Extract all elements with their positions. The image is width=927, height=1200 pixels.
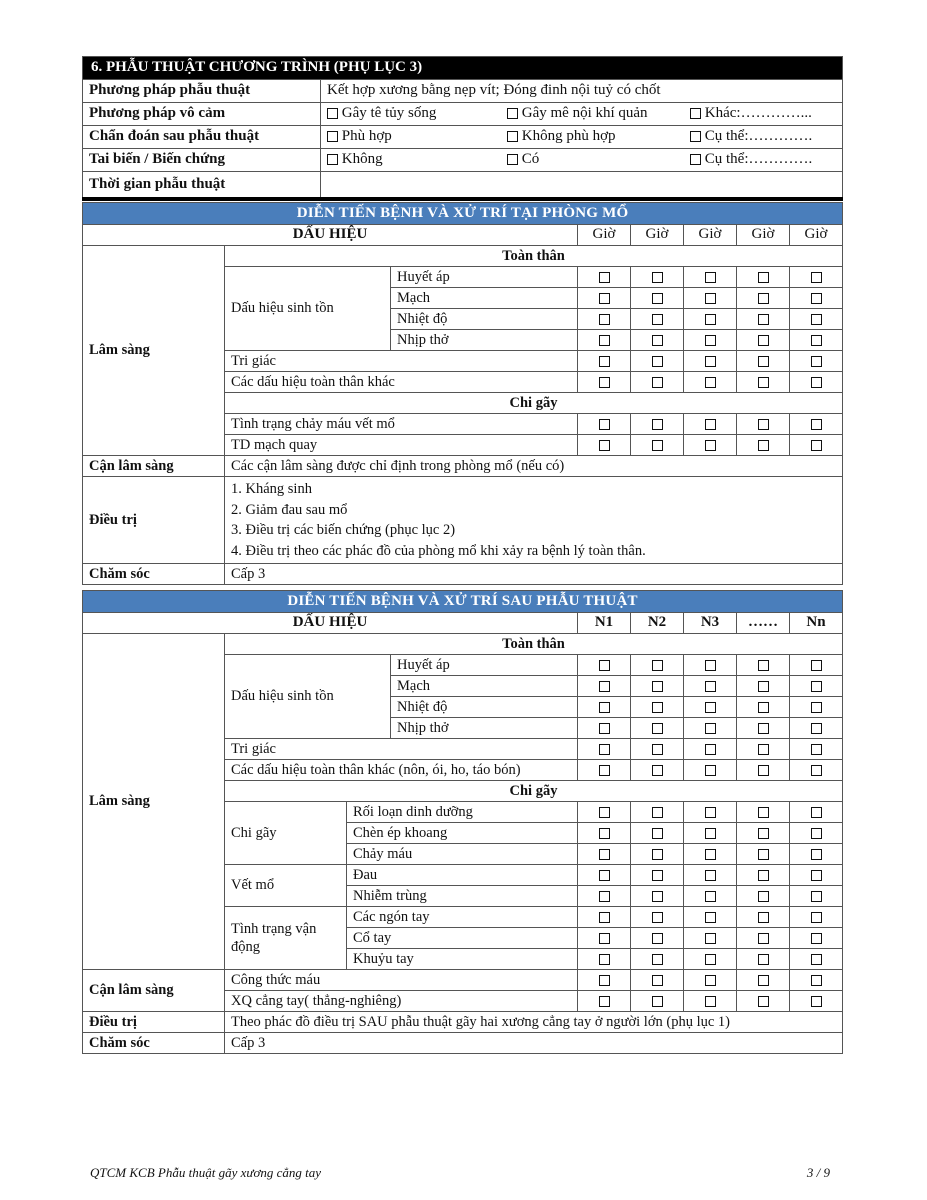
checkbox[interactable] bbox=[811, 744, 822, 755]
checkbox[interactable] bbox=[758, 765, 769, 776]
sign-label: Các dấu hiệu toàn thân khác bbox=[225, 372, 578, 393]
checkbox[interactable] bbox=[652, 933, 663, 944]
checkbox[interactable] bbox=[652, 681, 663, 692]
checkbox[interactable] bbox=[758, 996, 769, 1007]
checkbox[interactable] bbox=[327, 108, 338, 119]
checkbox[interactable] bbox=[758, 272, 769, 283]
sign-label: Tri giác bbox=[225, 351, 578, 372]
checkbox[interactable] bbox=[652, 723, 663, 734]
checkbox[interactable] bbox=[652, 765, 663, 776]
postop-section bbox=[82, 590, 843, 1054]
care-label: Chăm sóc bbox=[83, 1033, 225, 1054]
clinical-label: Lâm sàng bbox=[83, 246, 225, 456]
checkbox[interactable] bbox=[327, 154, 338, 165]
checkbox[interactable] bbox=[599, 828, 610, 839]
sign-label: Các ngón tay bbox=[347, 907, 578, 928]
sign-label: Huyết áp bbox=[391, 267, 578, 288]
checkbox[interactable] bbox=[599, 377, 610, 388]
checkbox[interactable] bbox=[811, 807, 822, 818]
checkbox[interactable] bbox=[758, 954, 769, 965]
checkbox[interactable] bbox=[758, 912, 769, 923]
checkbox[interactable] bbox=[811, 996, 822, 1007]
checkbox[interactable] bbox=[811, 293, 822, 304]
checkbox[interactable] bbox=[705, 293, 716, 304]
checkbox[interactable] bbox=[652, 440, 663, 451]
checkbox[interactable] bbox=[599, 293, 610, 304]
sign-label: Rối loạn dinh dưỡng bbox=[347, 802, 578, 823]
checkbox[interactable] bbox=[507, 154, 518, 165]
or-section bbox=[82, 202, 843, 585]
checkbox[interactable] bbox=[758, 702, 769, 713]
checkbox[interactable] bbox=[705, 377, 716, 388]
option-label: Phù hợp bbox=[341, 128, 392, 145]
option-label: Gây mê nội khí quản bbox=[521, 105, 648, 122]
checkbox[interactable] bbox=[599, 996, 610, 1007]
row-label: Thời gian phẫu thuật bbox=[83, 172, 321, 200]
checkbox[interactable] bbox=[652, 660, 663, 671]
checkbox[interactable] bbox=[599, 954, 610, 965]
sign-label: Huyết áp bbox=[391, 655, 578, 676]
checkbox[interactable] bbox=[705, 765, 716, 776]
time-col: Giờ bbox=[631, 225, 684, 246]
lab-label: Cận lâm sàng bbox=[83, 970, 225, 1012]
treatment-list bbox=[225, 477, 843, 564]
treatment-item: 4. Điều trị theo các phác đồ của phòng mổ khi xảy ra bệnh lý toàn thân. bbox=[231, 542, 646, 559]
lab-label: Cận lâm sàng bbox=[83, 456, 225, 477]
checkbox[interactable] bbox=[811, 377, 822, 388]
checkbox[interactable] bbox=[599, 440, 610, 451]
checkbox[interactable] bbox=[705, 975, 716, 986]
sign-label: Tình trạng chảy máu vết mổ bbox=[225, 414, 578, 435]
sign-label: TD mạch quay bbox=[225, 435, 578, 456]
checkbox[interactable] bbox=[705, 440, 716, 451]
row-label: Tai biến / Biến chứng bbox=[83, 149, 321, 172]
time-col: Giờ bbox=[684, 225, 737, 246]
checkbox[interactable] bbox=[507, 131, 518, 142]
time-col: Giờ bbox=[737, 225, 790, 246]
checkbox[interactable] bbox=[811, 849, 822, 860]
checkbox[interactable] bbox=[599, 849, 610, 860]
group-header: Chi gãy bbox=[225, 781, 843, 802]
day-col: …… bbox=[737, 613, 790, 634]
option-label: Không phù hợp bbox=[521, 128, 616, 145]
surgery-section bbox=[82, 56, 843, 201]
checkbox[interactable] bbox=[599, 765, 610, 776]
checkbox[interactable] bbox=[705, 681, 716, 692]
checkbox[interactable] bbox=[705, 723, 716, 734]
sign-label: Cổ tay bbox=[347, 928, 578, 949]
checkbox[interactable] bbox=[599, 912, 610, 923]
option-label: Gây tê tủy sống bbox=[341, 105, 437, 122]
checkbox[interactable] bbox=[811, 933, 822, 944]
checkbox[interactable] bbox=[811, 765, 822, 776]
checkbox[interactable] bbox=[705, 954, 716, 965]
checkbox[interactable] bbox=[599, 744, 610, 755]
treatment-item: 1. Kháng sinh bbox=[231, 481, 312, 497]
group-header: Chi gãy bbox=[225, 393, 843, 414]
checkbox[interactable] bbox=[758, 660, 769, 671]
care-text: Cấp 3 bbox=[225, 1033, 843, 1054]
sign-label: Nhịp thở bbox=[391, 718, 578, 739]
checkbox[interactable] bbox=[758, 744, 769, 755]
checkbox[interactable] bbox=[811, 702, 822, 713]
checkbox[interactable] bbox=[599, 891, 610, 902]
checkbox[interactable] bbox=[705, 314, 716, 325]
checkbox[interactable] bbox=[758, 891, 769, 902]
sign-header: DẤU HIỆU bbox=[83, 613, 578, 634]
checkbox[interactable] bbox=[690, 131, 701, 142]
checkbox[interactable] bbox=[652, 849, 663, 860]
checkbox[interactable] bbox=[599, 419, 610, 430]
sign-label: Mạch bbox=[391, 676, 578, 697]
checkbox[interactable] bbox=[690, 108, 701, 119]
checkbox[interactable] bbox=[811, 954, 822, 965]
checkbox[interactable] bbox=[811, 975, 822, 986]
checkbox[interactable] bbox=[758, 377, 769, 388]
checkbox[interactable] bbox=[705, 744, 716, 755]
checkbox[interactable] bbox=[758, 933, 769, 944]
option-label: Khác:…………... bbox=[704, 105, 812, 122]
checkbox[interactable] bbox=[758, 975, 769, 986]
group-header: Toàn thân bbox=[225, 246, 843, 267]
checkbox[interactable] bbox=[652, 335, 663, 346]
checkbox[interactable] bbox=[811, 356, 822, 367]
checkbox[interactable] bbox=[811, 723, 822, 734]
checkbox[interactable] bbox=[652, 954, 663, 965]
checkbox[interactable] bbox=[652, 356, 663, 367]
checkbox[interactable] bbox=[758, 419, 769, 430]
vital-signs-label: Dấu hiệu sinh tồn bbox=[225, 267, 391, 351]
checkbox[interactable] bbox=[507, 108, 518, 119]
checkbox[interactable] bbox=[599, 356, 610, 367]
section-title: 6. PHẪU THUẬT CHƯƠNG TRÌNH (PHỤ LỤC 3) bbox=[83, 57, 843, 80]
checkbox[interactable] bbox=[758, 314, 769, 325]
sign-label: Tri giác bbox=[225, 739, 578, 760]
checkbox[interactable] bbox=[599, 314, 610, 325]
treatment-item: 3. Điều trị các biến chứng (phục lục 2) bbox=[231, 522, 456, 538]
checkbox[interactable] bbox=[705, 356, 716, 367]
option-label: Cụ thể:…………. bbox=[704, 151, 813, 168]
checkbox[interactable] bbox=[652, 828, 663, 839]
motion-label: Tình trạng vận động bbox=[225, 907, 347, 970]
sign-label: XQ cẳng tay( thẳng-nghiêng) bbox=[225, 991, 578, 1012]
checkbox[interactable] bbox=[652, 272, 663, 283]
checkbox[interactable] bbox=[705, 849, 716, 860]
section-title: DIỄN TIẾN BỆNH VÀ XỬ TRÍ SAU PHẪU THUẬT bbox=[83, 591, 843, 613]
surgery-time-field[interactable] bbox=[321, 172, 843, 200]
option-label: Không bbox=[341, 151, 383, 168]
sign-label: Đau bbox=[347, 865, 578, 886]
checkbox[interactable] bbox=[652, 807, 663, 818]
checkbox[interactable] bbox=[811, 828, 822, 839]
checkbox[interactable] bbox=[705, 891, 716, 902]
checkbox[interactable] bbox=[599, 272, 610, 283]
checkbox[interactable] bbox=[599, 933, 610, 944]
checkbox[interactable] bbox=[758, 356, 769, 367]
checkbox[interactable] bbox=[758, 849, 769, 860]
checkbox[interactable] bbox=[758, 807, 769, 818]
checkbox[interactable] bbox=[811, 440, 822, 451]
checkbox[interactable] bbox=[705, 828, 716, 839]
checkbox[interactable] bbox=[758, 723, 769, 734]
checkbox[interactable] bbox=[652, 314, 663, 325]
checkbox[interactable] bbox=[758, 870, 769, 881]
day-col: N2 bbox=[631, 613, 684, 634]
day-col: Nn bbox=[790, 613, 843, 634]
checkbox[interactable] bbox=[690, 154, 701, 165]
checkbox[interactable] bbox=[705, 912, 716, 923]
sign-label: Chảy máu bbox=[347, 844, 578, 865]
lab-text: Các cận lâm sàng được chỉ định trong phòng mổ (nếu có) bbox=[225, 456, 843, 477]
checkbox[interactable] bbox=[811, 272, 822, 283]
checkbox[interactable] bbox=[599, 870, 610, 881]
checkbox[interactable] bbox=[599, 702, 610, 713]
checkbox[interactable] bbox=[758, 335, 769, 346]
checkbox[interactable] bbox=[652, 293, 663, 304]
option-label: Cụ thể:…………. bbox=[704, 128, 813, 145]
sign-label: Nhiệt độ bbox=[391, 309, 578, 330]
checkbox[interactable] bbox=[652, 377, 663, 388]
sign-label: Nhịp thở bbox=[391, 330, 578, 351]
checkbox[interactable] bbox=[652, 912, 663, 923]
time-col: Giờ bbox=[790, 225, 843, 246]
day-col: N1 bbox=[578, 613, 631, 634]
checkbox[interactable] bbox=[652, 996, 663, 1007]
wound-label: Vết mổ bbox=[225, 865, 347, 907]
checkbox[interactable] bbox=[652, 744, 663, 755]
checkbox[interactable] bbox=[705, 996, 716, 1007]
time-col: Giờ bbox=[578, 225, 631, 246]
checkbox[interactable] bbox=[705, 870, 716, 881]
group-header: Toàn thân bbox=[225, 634, 843, 655]
treatment-text: Theo phác đồ điều trị SAU phẫu thuật gãy hai xương cẳng tay ở người lớn (phụ lục 1) bbox=[225, 1012, 843, 1033]
checkbox[interactable] bbox=[652, 702, 663, 713]
row-value: Kết hợp xương bằng nẹp vít; Đóng đinh nội tuỷ có chốt bbox=[321, 80, 843, 103]
checkbox[interactable] bbox=[705, 335, 716, 346]
checkbox[interactable] bbox=[758, 828, 769, 839]
section-title: DIỄN TIẾN BỆNH VÀ XỬ TRÍ TẠI PHÒNG MỔ bbox=[83, 203, 843, 225]
checkbox[interactable] bbox=[811, 660, 822, 671]
checkbox[interactable] bbox=[811, 335, 822, 346]
checkbox[interactable] bbox=[811, 419, 822, 430]
checkbox[interactable] bbox=[599, 975, 610, 986]
treatment-label: Điều trị bbox=[83, 477, 225, 564]
checkbox[interactable] bbox=[811, 681, 822, 692]
sign-label: Chèn ép khoang bbox=[347, 823, 578, 844]
clinical-label: Lâm sàng bbox=[83, 634, 225, 970]
vital-signs-label: Dấu hiệu sinh tồn bbox=[225, 655, 391, 739]
limb-label: Chi gãy bbox=[225, 802, 347, 865]
checkbox[interactable] bbox=[758, 293, 769, 304]
sign-label: Các dấu hiệu toàn thân khác (nôn, ói, ho, táo bón) bbox=[225, 760, 578, 781]
checkbox[interactable] bbox=[652, 870, 663, 881]
sign-header: DẤU HIỆU bbox=[83, 225, 578, 246]
sign-label: Mạch bbox=[391, 288, 578, 309]
care-label: Chăm sóc bbox=[83, 564, 225, 585]
checkbox[interactable] bbox=[599, 660, 610, 671]
checkbox[interactable] bbox=[599, 807, 610, 818]
checkbox[interactable] bbox=[811, 912, 822, 923]
treatment-label: Điều trị bbox=[83, 1012, 225, 1033]
treatment-item: 2. Giảm đau sau mổ bbox=[231, 501, 348, 518]
sign-label: Khuỷu tay bbox=[347, 949, 578, 970]
checkbox[interactable] bbox=[811, 314, 822, 325]
footer-title: QTCM KCB Phẫu thuật gãy xương cẳng tay bbox=[90, 1165, 322, 1180]
checkbox[interactable] bbox=[705, 702, 716, 713]
checkbox[interactable] bbox=[705, 933, 716, 944]
day-col: N3 bbox=[684, 613, 737, 634]
row-label: Chẩn đoán sau phẫu thuật bbox=[83, 126, 321, 149]
checkbox[interactable] bbox=[327, 131, 338, 142]
sign-label: Công thức máu bbox=[225, 970, 578, 991]
sign-label: Nhiệt độ bbox=[391, 697, 578, 718]
checkbox[interactable] bbox=[652, 975, 663, 986]
checkbox[interactable] bbox=[811, 870, 822, 881]
sign-label: Nhiễm trùng bbox=[347, 886, 578, 907]
checkbox[interactable] bbox=[599, 681, 610, 692]
checkbox[interactable] bbox=[705, 807, 716, 818]
checkbox[interactable] bbox=[705, 272, 716, 283]
care-text: Cấp 3 bbox=[225, 564, 843, 585]
checkbox[interactable] bbox=[599, 335, 610, 346]
page-number: 3 / 9 bbox=[806, 1165, 830, 1180]
checkbox[interactable] bbox=[705, 419, 716, 430]
row-label: Phương pháp phẫu thuật bbox=[83, 80, 321, 103]
row-label: Phương pháp vô cảm bbox=[83, 103, 321, 126]
checkbox[interactable] bbox=[599, 723, 610, 734]
option-label: Có bbox=[521, 151, 540, 168]
checkbox[interactable] bbox=[758, 440, 769, 451]
checkbox[interactable] bbox=[652, 419, 663, 430]
checkbox[interactable] bbox=[758, 681, 769, 692]
checkbox[interactable] bbox=[811, 891, 822, 902]
checkbox[interactable] bbox=[652, 891, 663, 902]
checkbox[interactable] bbox=[705, 660, 716, 671]
